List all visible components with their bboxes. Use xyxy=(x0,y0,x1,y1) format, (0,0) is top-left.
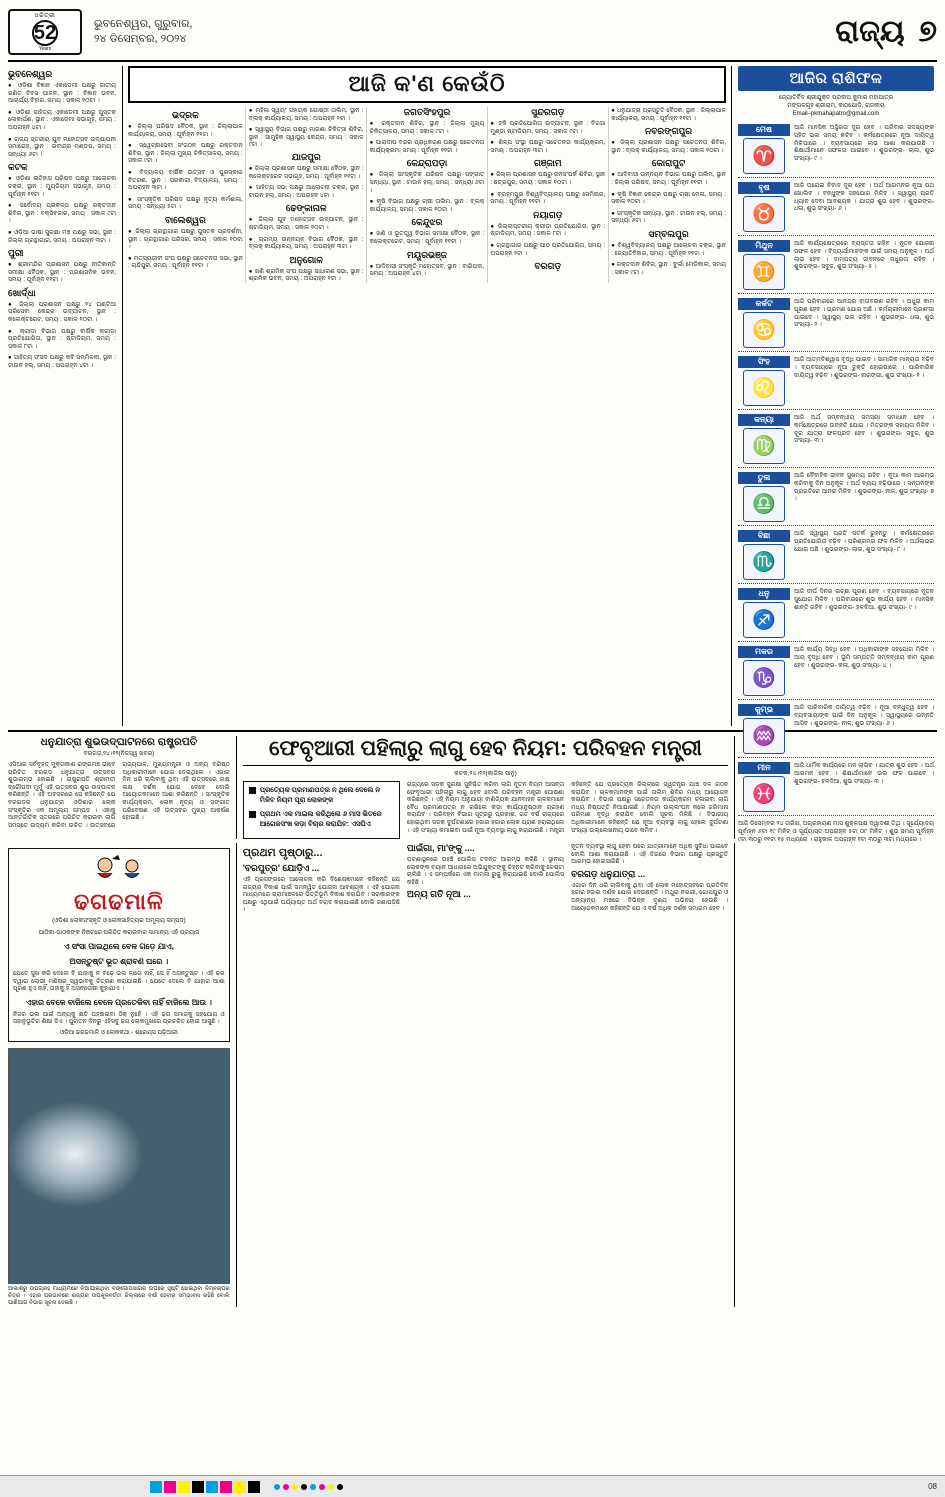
event-item: ● ଜିଲ୍ଲା ଗ୍ରନ୍ଥାଗାର ପକ୍ଷରୁ ପୁସ୍ତକ ପ୍ରଦର୍ଶନୀ, ସ୍ଥାନ : ଗ୍ରନ୍ଥାଗାର ପରିସର, ସମୟ : ସକାଳ ୧୦ଟା । xyxy=(128,227,243,251)
zodiac-9-icon: ♐ xyxy=(743,602,785,638)
registration-dot xyxy=(310,1484,316,1490)
bullet-square-icon xyxy=(249,787,256,794)
folklore-proverb-1b: ଅସନ୍ତୁଷ୍ଟ ଭୂତ ଶ୍ରାବଣ ଘରେ । xyxy=(69,957,169,966)
zodiac-11-icon: ♒ xyxy=(743,718,785,754)
left-events-column xyxy=(8,66,116,726)
event-item: ● ହକି ପ୍ରତିଯୋଗିତା ଉଦ୍‌ଘାଟନ, ସ୍ଥାନ : ବିରସା ମୁଣ୍ଡା ଷ୍ଟାଡିୟମ, ସମୟ : ସକାଳ ୯ଟା । xyxy=(490,120,606,135)
print-registration-bar xyxy=(0,1475,945,1497)
bullet-item xyxy=(249,810,394,830)
event-item: ● ଓଡ଼ିଶା ଇତିହାସ ପରିଷଦ ପକ୍ଷରୁ ଆଲୋଚନା ଚକ୍ର, ସ୍ଥାନ : ମ୍ୟୁଜିୟମ ସଭାଗୃହ, ସମୟ : ପୂର୍ବାହ୍ନ ୧୧ଟା । xyxy=(8,175,116,198)
event-item: ● ଜିଲ୍ଲା ପ୍ରଶାସନ ପକ୍ଷରୁ ୨୪ ଘଣ୍ଟିଆ ପରିସେବା କେନ୍ଦ୍ର ଉଦ୍‌ଘାଟନ, ସ୍ଥାନ : କଲେକ୍ଟରେଟ, ସମୟ : ସକାଳ ୧୦ଟା । xyxy=(8,300,116,324)
event-item: ● ଜିଲ୍ଲା ପରିଷଦ ବୈଠକ, ସ୍ଥାନ : ଜିଲ୍ଲାପାଳ କାର୍ଯ୍ୟାଳୟ, ସମୟ : ପୂର୍ବାହ୍ନ ୧୧ଟା । xyxy=(128,123,243,138)
city-heading: ସମ୍ବଲପୁର xyxy=(648,228,689,239)
sub-story-heading: ବରଗଡ଼ ଧନୁଯାତ୍ରା ... xyxy=(571,868,646,879)
city-event-list xyxy=(611,139,726,154)
zodiac-12-icon: ♓ xyxy=(743,776,785,812)
event-item: ● ଖଣି ଓ ଭୂତତ୍ତ୍ୱ ବିଭାଗ ସମୀକ୍ଷା ବୈଠକ, ସ୍ଥାନ : କଲେକ୍ଟରେଟ, ସମୟ : ପୂର୍ବାହ୍ନ ୧୧ଟା । xyxy=(369,230,485,245)
event-item: ● କ୍ରୀଡ଼ା ବିଭାଗ ପକ୍ଷରୁ ବାର୍ଷିକ କ୍ରୀଡ଼ା ପ୍ରତିଯୋଗିତା, ସ୍ଥାନ : ଷ୍ଟାଡିୟମ, ସମୟ : ସକାଳ ୮ଟା । xyxy=(8,327,116,350)
folklore-proverb-2: ଏହାର ବେଳେ ବାଜିଲେ ବେଳେ ପ୍ରତେକିବା ନାହିଁ ବାଜିଲେ ଆଉ । xyxy=(25,997,212,1007)
registration-dot xyxy=(274,1484,280,1490)
horoscope-sign-text: ଆଜି ମାନସିକ ଅସ୍ଥିରତା ଦୂର ହେବ । ପରିବାର ସଦସ୍ୟଙ୍କ ସହିତ ଭଲ ସମୟ କଟିବ । କର୍ମକ୍ଷେତ୍ରରେ ନୂଆ ଦାୟିତ୍ୱ ମିଳିପାରେ । ବ୍ୟବସାୟରେ ଲାଭ ଆଶା କରାଯାଉଛି । ଶିକ୍ଷାର୍ଥୀମାନେ ସଫଳତା ପାଇବେ । ଶୁଭରଙ୍ଗ- ଲାଲ, ଶୁଭ ସଂଖ୍ୟା- ୯ । xyxy=(794,124,934,163)
zodiac-7-icon: ♎ xyxy=(743,486,785,522)
registration-dot xyxy=(301,1484,307,1490)
horoscope-email: Email–pkmahapatro@gmail.com xyxy=(792,111,880,117)
horoscope-sign-row xyxy=(738,410,934,468)
horoscope-sign-text: ଆଜି ଆତ୍ମବିଶ୍ୱାସ ବୃଦ୍ଧି ପାଇବ । ସାମାଜିକ ମାନ୍ୟତା ବଢ଼ିବ । ବ୍ୟବସାୟରେ ନୂଆ ଚୁକ୍ତି ହୋଇପାରେ । ପାରିବାରିକ ଦାୟିତ୍ୱ ବଢ଼ିବ । ଶୁଭରଙ୍ଗ- ନାରଙ୍ଗୀ, ଶୁଭ ସଂଖ୍ୟା- ୧ । xyxy=(794,356,934,379)
sub-story-heading: ଅନ୍ୟ ଗତି ନୂଆ ... xyxy=(406,889,471,900)
city-heading: ଢେଙ୍କାନାଳ xyxy=(285,203,327,214)
zodiac-3-icon: ♊ xyxy=(743,254,785,290)
color-swatch xyxy=(234,1481,246,1493)
registration-dot xyxy=(328,1484,334,1490)
city-event-list xyxy=(8,175,116,244)
city-heading: ଅନୁଗୋଳ xyxy=(289,254,323,265)
zodiac-5-icon: ♌ xyxy=(743,370,785,406)
registration-dots xyxy=(274,1484,343,1490)
horoscope-sign-row xyxy=(738,294,934,352)
footer-page-label: 08 xyxy=(928,1482,937,1491)
main-story-bullets xyxy=(243,781,400,839)
city-heading: ବରଗଡ଼ xyxy=(534,261,562,272)
zodiac-8-icon: ♏ xyxy=(743,544,785,580)
city-event-list xyxy=(249,268,364,283)
event-item: ● ସାହିତ୍ୟ ସଭା ପକ୍ଷରୁ ଆଲୋଚନା ଚକ୍ର, ସ୍ଥାନ : ଟାଉନ ହଲ୍, ସମୟ : ଅପରାହ୍ନ ୪ଟା । xyxy=(248,184,364,199)
sub-story-body: ଏହି ପ୍ରସଙ୍ଗରେ ଆଲୋଚନା କରି ବିଶେଷଜ୍ଞମାନେ କହିଛନ୍ତି ଯେ ରାଜ୍ୟର ବିକାଶ ପାଇଁ ସମନ୍ୱିତ ଯୋଜନା ଆବଶ୍ୟକ । ଏହି ଯୋଜନା ମାଧ୍ୟମରେ ଗ୍ରାମାଞ୍ଚଳରେ ଭିତ୍ତିଭୂମି ବିକାଶ କରାଯିବ । ସରକାରଙ୍କ ପକ୍ଷରୁ ଏଥିପାଇଁ ପର୍ଯ୍ୟାପ୍ତ ଅର୍ଥ ବରାଦ କରାଯାଇଛି ବୋଲି ଜଣାପଡ଼ିଛି । xyxy=(242,876,400,914)
event-item: ● ସାଂସ୍କୃତିକ ପରିଷଦ ପକ୍ଷରୁ ନୃତ୍ୟ କର୍ମଶାଳା, ସମୟ : ସନ୍ଧ୍ୟା ୫ଟା । xyxy=(128,195,243,211)
sub-story-body: ନୂତନ ବ୍ୟବସ୍ଥା ଲାଗୁ ହେବା ପରେ ଯାତ୍ରୀମାନେ ଅଧିକ ସୁବିଧା ପାଇବେ ବୋଲି ଆଶା କରାଯାଉଛି । ଏହି ଦିଗରେ ବିଭାଗ ପକ୍ଷରୁ ପ୍ରସ୍ତୁତି ଆରମ୍ଭ ହୋଇସାରିଛି । xyxy=(571,843,729,866)
horoscope-sign-row xyxy=(738,120,934,178)
folklore-body-1: ଯେତେ ସୁଖ କରି ଦେଲେ ବି ଯାହାକୁ ନ ବଢ଼େ ଭଲ ଲାଗେ ନାହିଁ, ସେ ହିଁ ଅସନ୍ତୁଷ୍ଟ । ଏହି ଢଗ ଦ୍ୱାରା ଲୋଭୀ ମଣିଷର ସ୍ୱଭାବକୁ ଚିତ୍ରଣ କରାଯାଇଛି । ଯେତେ ଦେଲେ ବି ଯାହାର ଆଶା ପୂରଣ ହୁଏ ନାହିଁ, ତାହାକୁ ହିଁ ଅସନ୍ତୋଷୀ କୁହାଯାଏ । xyxy=(13,970,225,993)
city-heading: ଖୋର୍ଦ୍ଧା xyxy=(8,287,36,298)
horoscope-sign-icon-wrap xyxy=(738,530,790,580)
city-heading: ବାଲେଶ୍ୱର xyxy=(164,214,206,225)
city-event-list xyxy=(490,223,605,257)
horoscope-sign-row xyxy=(738,584,934,642)
city-event-list xyxy=(249,165,364,199)
horoscope-title: ଆଜିର ରାଶିଫଳ xyxy=(738,66,934,91)
registration-dot xyxy=(283,1484,289,1490)
lead-stories-strip xyxy=(8,730,937,839)
main-story xyxy=(236,736,735,839)
horoscope-sign-icon-wrap xyxy=(738,298,790,348)
section-heading: ପ୍ରଥମ ପୃଷ୍ଠାରୁ... xyxy=(242,847,323,859)
horoscope-sign-name: ମୀନ xyxy=(738,762,790,774)
horoscope-sign-icon-wrap xyxy=(738,182,790,232)
event-item: ● ଓଡ଼ିଶା ସାହିତ୍ୟ ଏକାଡେମୀ ପକ୍ଷରୁ ପୁସ୍ତକ ଲୋକାର୍ପଣ, ସ୍ଥାନ : ଏକାଡେମୀ ସଭାଗୃହ, ସମୟ : ଅପରାହ୍ନ ୪ଟା । xyxy=(8,108,116,131)
horoscope-sign-text: ଆଜି ଅର୍ଥ ସମ୍ବନ୍ଧୀୟ ସମସ୍ୟା ସମାଧାନ ହେବ । କର୍ମକ୍ଷେତ୍ରରେ ଉନ୍ନତି ଯୋଗ । ମିତ୍ରଙ୍କ ସହାୟତା ମିଳିବ । ଦୂର ଯାତ୍ରା ଫଳପ୍ରଦ ହେବ । ଶୁଭରଙ୍ଗ- ସବୁଜ, ଶୁଭ ସଂଖ୍ୟା- ୩ । xyxy=(794,414,934,445)
center-city-list xyxy=(128,107,726,283)
city-event-list xyxy=(8,261,116,284)
event-item: ● ସ୍ୱେଚ୍ଛାସେବୀ ସଂଗଠନ ପକ୍ଷରୁ ରକ୍ତଦାନ ଶିବିର, ସ୍ଥାନ : ଜିଲ୍ଲା ମୁଖ୍ୟ ଚିକିତ୍ସାଳୟ, ସମୟ : ସକାଳ ୯ଟା । xyxy=(128,142,243,165)
horoscope-sign-name: କର୍କଟ xyxy=(738,298,790,310)
left-city-list xyxy=(8,69,116,370)
city-heading: ଭଦ୍ରକ xyxy=(172,110,199,120)
city-heading: କଟକ xyxy=(8,162,28,173)
horoscope-sign-name: ମକର xyxy=(738,646,790,658)
horoscope-sign-icon-wrap xyxy=(738,356,790,406)
registration-dot xyxy=(319,1484,325,1490)
publication-logo xyxy=(8,9,82,55)
city-event-list xyxy=(8,82,116,158)
horoscope-sign-name: ସିଂହ xyxy=(738,356,790,368)
horoscope-sign-row xyxy=(738,468,934,526)
horoscope-sign-name: ମିଥୁନ xyxy=(738,240,790,252)
bullet-text: ପ୍ରତ୍ୟେକ ପ୍ରମାଣପତ୍ର ନ ଥିଲେ ଦେଲେ ନ ମିଳିବ ନିୟମ ପୂରା ଲୋକଙ୍କ xyxy=(259,787,381,804)
color-swatch xyxy=(220,1481,232,1493)
city-heading: କୋରାପୁଟ xyxy=(651,158,686,169)
folklore-ad-line: ପାଠିକା-ପାଠକଙ୍କ ନିକଟରେ ପରିଚିତ କରାଇବାର ସାମାନ୍ୟ ଏହି ପ୍ରୟାସ xyxy=(38,930,200,936)
horoscope-sign-text: ଆଜି ଦୀର୍ଘ ଦିନର ଇଚ୍ଛା ପୂରଣ ହେବ । ବ୍ୟବସାୟରେ ନୂତନ ସୁଯୋଗ ମିଳିବ । ପରିବାରରେ ଶୁଭ କାର୍ଯ୍ୟ ହେବ । ମାନସିକ ଶାନ୍ତି ରହିବ । ଶୁଭରଙ୍ଗ- ହଳଦିଆ, ଶୁଭ ସଂଖ୍ୟା- ୯ । xyxy=(794,588,934,611)
main-story-columns xyxy=(243,781,728,839)
main-story-dateline: କଟକ,୨୪।୧୨(କାଜିଲ ସାନୁ) xyxy=(454,770,517,777)
ad-and-photo-column xyxy=(8,843,230,1307)
horoscope-sign-row xyxy=(738,236,934,294)
section-title: ରାଜ୍ୟ xyxy=(835,15,905,48)
city-event-list xyxy=(128,123,243,211)
zodiac-1-icon: ♈ xyxy=(743,138,785,174)
logo-anniversary-number: 52 xyxy=(33,21,57,44)
horoscope-credit xyxy=(738,94,934,118)
photo-caption: ଆକାଶରୁ ଉପଗ୍ରହ ମାଧ୍ୟମରେ ନିଆଯାଇଥିବା ବଙ୍ଗୋପସାଗର ଉପରେ ସୃଷ୍ଟି ହୋଇଥିବା ନିମ୍ନଚାପର ଚିତ୍ର । ଏହାର ପ୍ରଭାବରେ ରାଜ୍ୟର ଉପକୂଳବର୍ତ୍ତୀ ଜିଲ୍ଲାରେ ବର୍ଷା ହେବାର ସମ୍ଭାବନା ରହିଛି ବୋଲି ପାଣିପାଗ ବିଭାଗ ସୂଚନା ଦେଇଛି । xyxy=(8,1285,230,1306)
event-item: ● ବ୍ରହ୍ମପୁର ବିଶ୍ୱବିଦ୍ୟାଳୟ ପକ୍ଷରୁ ସେମିନାର, ସମୟ : ପୂର୍ବାହ୍ନ ୧୧ଟା । xyxy=(490,190,606,206)
masthead-dateline xyxy=(94,17,192,47)
folklore-ad-box xyxy=(8,848,230,1042)
folklore-body-2: ନିଜର ଭଲ ପାଇଁ ଅନ୍ୟକୁ କ୍ଷତି ପହଞ୍ଚାଇବା ଠିକ୍ ନୁହେଁ । ଏହି ଢଗ ସମାଜକୁ ସହଯୋଗ ଓ ସହାନୁଭୂତିର ଶିକ୍ଷା ଦିଏ । ପୁରାତନ ଦିନରୁ ଏହିସବୁ ଢଗ ଲୋକମୁଖରେ ପ୍ରଚଳିତ ହୋଇ ଆସୁଛି । xyxy=(13,1010,225,1026)
event-item: ● ଖଣି ଶ୍ରମିକ ସଂଘ ପକ୍ଷରୁ ସାଧାରଣ ସଭା, ସ୍ଥାନ : ଶ୍ରମିକ ଭବନ, ସମୟ : ଅପରାହ୍ନ ୧ଟା । xyxy=(248,267,364,283)
folklore-ad-title: ଢଗଢମାଳି xyxy=(74,889,164,914)
event-item: ● ସର୍ବୋଦୟ ପ୍ରକଳ୍ପ ପକ୍ଷରୁ ରକ୍ତଦାନ ଶିବିର, ସ୍ଥାନ : ବକ୍ସିବଜାର, ସମୟ : ସକାଳ ୯ଟା । xyxy=(8,202,116,225)
registration-dot xyxy=(292,1484,298,1490)
event-item: ● ପାରାଦୀପ ବନ୍ଦର ପ୍ରାଧିକରଣ ପକ୍ଷରୁ ସଚେତନତା କାର୍ଯ୍ୟକ୍ରମ, ସମୟ : ପୂର୍ବାହ୍ନ ୧୧ଟା । xyxy=(369,139,485,154)
bullet-text: ପ୍ରଥମ ଏକ ମାଇଲ କରିଥିଲେ ୬ ମାସ ଭିତରେ ଆଗେକସଂଖ କଡ଼ା ବିଚାର କରାଯିବ: ଏସପିଏ xyxy=(259,811,382,828)
horoscope-sign-icon-wrap xyxy=(738,414,790,464)
masthead-right xyxy=(835,15,937,49)
lead-left-story xyxy=(8,736,230,839)
city-heading: ଗଞ୍ଜାମ xyxy=(534,158,562,169)
masthead-place: ଭୁବନେଶ୍ୱର, ଗୁରୁବାର, xyxy=(94,18,193,30)
event-item: ● ଜିଲ୍ଲା ସାଂସ୍କୃତିକ ପରିଷଦ ପକ୍ଷରୁ ସଙ୍ଗୀତ ସନ୍ଧ୍ୟା, ସ୍ଥାନ : ଟାଉନ ହଲ୍, ସମୟ : ସନ୍ଧ୍ୟା ୬ଟା । xyxy=(369,171,485,194)
event-item: ● ଶିଳ୍ପ ସଂସ୍ଥା ପକ୍ଷରୁ ସଚେତନତା କାର୍ଯ୍ୟକ୍ରମ, ସମୟ : ଅପରାହ୍ନ ୩ଟା । xyxy=(490,139,606,154)
sub-story-body: ଏଗାର ଦିନ ଧରି ଚାଲିବାକୁ ଥିବା ଏହି ଲୋକ ମହୋତ୍ସବରେ ପ୍ରତିଦିନ ହଜାର ହଜାର ଦର୍ଶକ ଯୋଗ ଦେଉଛନ୍ତି । ମଥୁରା ନଗରୀ, ଗୋପପୁର ଓ ଅନ୍ୟାନ୍ୟ ମଞ୍ଚରେ ବିଭିନ୍ନ ଦୃଶ୍ୟ ଅଭିନୟ ହେଉଛି । ଆୟୋଜକମାନେ କହିଛନ୍ତି ଯେ ଏ ବର୍ଷ ଅଧିକ ଦର୍ଶକ ସମାଗମ ହେବ । xyxy=(571,881,729,912)
horoscope-footer-note: ଆଜି ଡିସେମ୍ବର ୨୪ ତାରିଖ, ଅଗ୍ରହାୟଣ ମାସ ଶୁକ୍ଳପକ୍ଷ ଦ୍ୱାଦଶୀ ତିଥି । ସୂର୍ଯ୍ୟୋଦୟ ପୂର୍ବାହ୍ନ ୬ଟା ୧୯ ମିନିଟ୍ ଓ ସୂର୍ଯ୍ୟାସ୍ତ ଅପରାହ୍ନ ୫ଟା ୦୮ ମିନିଟ୍ । ଶୁଭ ସମୟ ପୂର୍ବାହ୍ନ ୯ଟା ୩୦ରୁ ୧୧ଟା ୧୫ ମଧ୍ୟରେ । ରାହୁକାଳ ଅପରାହ୍ନ ୧ଟା ୩୦ରୁ ୩ଟା ମଧ୍ୟରେ । xyxy=(738,820,934,843)
horoscope-astrologer: ଜ୍ୟୋତିର୍ବିଦ ଶ୍ରୀଯୁକ୍ତ ପ୍ରଦୀପ କୁମାର ମହାପାତ୍ର xyxy=(778,95,894,101)
city-event-list xyxy=(490,120,605,154)
zodiac-4-icon: ♋ xyxy=(743,312,785,348)
horoscope-sign-icon-wrap xyxy=(738,124,790,174)
main-story-body: ରାଜ୍ୟରେ ସଡ଼କ ସୁରକ୍ଷା ସୁନିଶ୍ଚିତ କରିବା ଲାଗି ନୂତନ ନିୟମ ଆସନ୍ତା ଫେବୃଆରୀ ପହିଲାରୁ ଲାଗୁ ହେବ ବୋଲି ପରିବହନ ମନ୍ତ୍ରୀ ଘୋଷଣା କରିଛନ୍ତି । ଏହି ନିୟମ ଅନୁଯାୟୀ ବାଣିଜ୍ୟିକ ଯାନବାହନ ଚାଳକମାନେ ବୈଧ ପ୍ରମାଣପତ୍ର ନ ରଖିଲେ କଡ଼ା କାର୍ଯ୍ୟାନୁଷ୍ଠାନ ଗ୍ରହଣ କରାଯିବ । ପରିବହନ ବିଭାଗ ସୂତ୍ରରୁ ପ୍ରକାଶ, ଗତ ବର୍ଷ ରାଜ୍ୟରେ ହୋଇଥିବା ସଡ଼କ ଦୁର୍ଘଟଣାରେ ହଜାର ହଜାର ଲୋକ ପ୍ରାଣ ହରାଇଥିଲେ । ଏହି ସଂଖ୍ୟା କମାଇବା ପାଇଁ ନୂଆ ବ୍ୟବସ୍ଥା ଲାଗୁ କରାଯାଉଛି । ମନ୍ତ୍ରୀ କହିଛନ୍ତି ଯେ ପ୍ରତ୍ୟେକ ଜିଲ୍ଲାରେ ସ୍ୱତନ୍ତ୍ର ଯାଞ୍ଚ ଦଳ ଗଠନ କରାଯିବ । ଚାଳକମାନଙ୍କ ପାଇଁ ତାଲିମ ଶିବିର ମଧ୍ୟ ଆୟୋଜନ କରାଯିବ । ବିଭାଗ ପକ୍ଷରୁ ସଚେତନତା କାର୍ଯ୍ୟକ୍ରମ ଚଳାଇବା ଲାଗି ମଧ୍ୟ ନିଷ୍ପତ୍ତି ନିଆଯାଇଛି । ନିୟମ ଉଲ୍ଲଂଘନ କଲେ ଜରିମାନା ପରିମାଣ ବୃଦ୍ଧି କରାଯିବ ବୋଲି ସୂଚନା ମିଳିଛି । ବିଭାଗୀୟ ଅଧିକାରୀମାନେ କହିଛନ୍ତି ଯେ ନୂଆ ବ୍ୟବସ୍ଥା ଲାଗୁ ହେଲେ ଦୁର୍ଘଟଣା ସଂଖ୍ୟା ଉଲ୍ଲେଖନୀୟ ଭାବେ କମିବ । xyxy=(406,781,729,834)
city-event-list xyxy=(611,171,726,225)
zodiac-10-icon: ♑ xyxy=(743,660,785,696)
horoscope-sign-icon-wrap xyxy=(738,240,790,290)
horoscope-sign-text: ଆଜି ଘରୋଇ ବିବାଦ ଦୂର ହେବ । ଅର୍ଥ ଆଗମନର ନୂଆ ପଥ ଖୋଲିବ । ବନ୍ଧୁଙ୍କ ସହଯୋଗ ମିଳିବ । ସ୍ୱାସ୍ଥ୍ୟ ପ୍ରତି ଧ୍ୟାନ ଦେବା ଆବଶ୍ୟକ । ଯାତ୍ରା ଶୁଭ ହେବ । ଶୁଭରଙ୍ଗ- ଧଳା, ଶୁଭ ସଂଖ୍ୟା- ୬ । xyxy=(794,182,934,213)
zodiac-6-icon: ♍ xyxy=(743,428,785,464)
horoscope-continued-spacer xyxy=(741,736,937,839)
masthead xyxy=(8,6,937,62)
lead-left-headline: ଧନୁଯାତ୍ରା ଶୁଭଉଦ୍‌ଘାଟନରେ ରାଷ୍ଟ୍ରପତି xyxy=(40,736,198,748)
city-heading: କେନ୍ଦ୍ରାପଡ଼ା xyxy=(406,158,448,169)
city-event-list xyxy=(370,230,485,245)
city-heading: କେନ୍ଦୁଝର xyxy=(411,217,443,228)
satellite-photo xyxy=(8,1048,230,1284)
horoscope-sign-icon-wrap xyxy=(738,588,790,638)
color-swatches xyxy=(150,1481,260,1493)
horoscope-sign-text: ଆଜି ପାରିବାରିକ ଦାୟିତ୍ୱ ବଢ଼ିବ । ନୂଆ ବନ୍ଧୁତ୍ୱ ହେବ । ବ୍ୟବସାୟୀଙ୍କ ପାଇଁ ଦିନ ଅନୁକୂଳ । ସ୍ୱାସ୍ଥ୍ୟରେ ଉନ୍ନତି ଆସିବ । ଶୁଭରଙ୍ଗ- ନୀଳ, ଶୁଭ ସଂଖ୍ୟା- ୬ । xyxy=(794,704,934,727)
city-heading: ନବରଙ୍ଗପୁର xyxy=(645,126,693,137)
lead-left-body: ଏସିଆର ସର୍ବବୃହତ୍ ମୁକ୍ତାକାଶ ରଙ୍ଗମଞ୍ଚ ଭାବେ ପରିଚିତ ବରଗଡ଼ ଧନୁଯାତ୍ରା ଉତ୍ସବର ଶୁଭାରମ୍ଭ ହୋଇଛି । ରାଷ୍ଟ୍ରପତି ଶ୍ରୀମତୀ ଦ୍ରୌପଦୀ ମୁର୍ମୁ ଏହି ଉତ୍ସବର ଶୁଭ ଉଦ୍‌ଘାଟନ କରିଛନ୍ତି । ଏହି ଅବସରରେ ସେ କହିଛନ୍ତି ଯେ ବରଗଡ଼ର ଧନୁଯାତ୍ରା ଓଡ଼ିଶାର ଲୋକ ସଂସ୍କୃତିର ଏକ ଅମୂଲ୍ୟ ସମ୍ପଦ । ଏହାକୁ ଆନ୍ତର୍ଜାତିକ ସ୍ତରରେ ପରିଚିତ କରାଇବା ଲାଗି ସମସ୍ତେ ଉଦ୍ୟମ କରିବା ଉଚିତ । ଉତ୍ସବରେ ରାଜ୍ୟପାଳ, ମୁଖ୍ୟମନ୍ତ୍ରୀ ଓ ଅନ୍ୟ ବରିଷ୍ଠ ଅଧିକାରୀମାନେ ଯୋଗ ଦେଇଥିଲେ । ଏଗାର ଦିନ ଧରି ଚାଲିବାକୁ ଥିବା ଏହି ଉତ୍ସବରେ ଲକ୍ଷ ଲକ୍ଷ ଦର୍ଶକ ଯୋଗ ଦେବେ ବୋଲି ଆୟୋଜକମାନେ ଆଶା କରିଛନ୍ତି । ସାଂସ୍କୃତିକ କାର୍ଯ୍ୟକ୍ରମ, ଲୋକ ନୃତ୍ୟ ଓ ସଙ୍ଗୀତ ପରିବେଷଣ ଏହି ଉତ୍ସବର ମୁଖ୍ୟ ଆକର୍ଷଣ ହୋଇଛି । xyxy=(8,761,230,829)
color-swatch xyxy=(206,1481,218,1493)
event-item: ● ରାଜ୍ୟ ସ୍ତରୀୟ ଯୁବ ମହୋତ୍ସବ ଉଦ୍‌ଯାପନୀ ସମାରୋହ, ସ୍ଥାନ : ରବୀନ୍ଦ୍ର ମଣ୍ଡପ, ସମୟ : ସନ୍ଧ୍ୟା ୬ଟା । xyxy=(8,135,116,158)
horoscope-sign-text: ଆଜି ଧାର୍ମିକ କାର୍ଯ୍ୟରେ ମନ ଲାଗିବ । ଯାତ୍ରା ଶୁଭ ହେବ । ଅର୍ଥ ଆଗମନ ହେବ । ଶିକ୍ଷାର୍ଥୀମାନେ ଭଲ ଫଳ ପାଇବେ । ଶୁଭରଙ୍ଗ- ହଳଦିଆ, ଶୁଭ ସଂଖ୍ୟା- ୩ । xyxy=(794,762,934,785)
city-event-list xyxy=(370,171,485,213)
folklore-proverb-1a: ଏ ସଂସା ପାଇଥିଲେ ବେଳ ଗଡ଼େ ଯାଏ, xyxy=(63,942,174,951)
events-center-block xyxy=(122,66,732,726)
event-item: ● କୃଷି ବିଭାଗ ପକ୍ଷରୁ ଚାଷୀ ତାଲିମ, ସ୍ଥାନ : ବ୍ଲକ୍ କାର୍ଯ୍ୟାଳୟ, ସମୟ : ସକାଳ ୧୦ଟା । xyxy=(369,198,485,213)
event-item: ● ସ୍ୱାସ୍ଥ୍ୟ ବିଭାଗ ପକ୍ଷରୁ ମାଗଣା ଚିକିତ୍ସା ଶିବିର, ସ୍ଥାନ : ସାମୁହିକ ସ୍ୱାସ୍ଥ୍ୟ କେନ୍ଦ୍ର, ସମୟ : ସକାଳ ୯ଟା । xyxy=(248,126,364,149)
horoscope-signs xyxy=(738,120,934,816)
today-events-banner: ଆଜି କ'ଣ କେଉଁଠି xyxy=(128,66,726,103)
horoscope-sign-icon-wrap xyxy=(738,646,790,696)
city-heading: ଭୁବନେଶ୍ୱର xyxy=(8,69,53,79)
event-item: ● ଓଡ଼ିଆ ଭାଷା ସୁରକ୍ଷା ମଞ୍ଚ ପକ୍ଷରୁ ସଭା, ସ୍ଥାନ : ଜିଲ୍ଲା ଗ୍ରନ୍ଥାଗାର, ସମୟ : ଅପରାହ୍ନ ୩ଟା । xyxy=(8,228,116,244)
color-swatch xyxy=(248,1481,260,1493)
horoscope-column xyxy=(738,66,934,843)
event-item: ● ଶ୍ରୀମନ୍ଦିର ପ୍ରଶାସନ ପକ୍ଷରୁ ନୀତିକାନ୍ତି ସମୀକ୍ଷା ବୈଠକ, ସ୍ଥାନ : ପ୍ରଶାସନିକ ଭବନ, ସମୟ : ପୂର୍ବାହ୍ନ ୧୧ଟା । xyxy=(8,261,116,284)
city-heading: ଯାଜପୁର xyxy=(291,151,321,162)
horoscope-sign-text: ଆଜି ସ୍ୱାସ୍ଥ୍ୟ ପ୍ରତି ସତର୍କ ରୁହନ୍ତୁ । କର୍ମକ୍ଷେତ୍ରରେ ପ୍ରତିଯୋଗିତା ବଢ଼ିବ । ପରିଶ୍ରମର ଫଳ ମିଳିବ । ଅର୍ଥଲାଭର ଯୋଗ ଅଛି । ଶୁଭରଙ୍ଗ- ଲାଲ, ଶୁଭ ସଂଖ୍ୟା- ୮ । xyxy=(794,530,934,553)
folklore-credit: ଓଡ଼ିଆ ଢଗଢମାଳି ଓ ଲୋକକଥା - ଶ୍ରେୟସ ପଢ଼ିଆରୀ xyxy=(59,1029,178,1036)
event-item: ● ଜିଲ୍ଲାସ୍ତରୀୟ କ୍ରୀଡ଼ା ପ୍ରତିଯୋଗିତା, ସ୍ଥାନ : ଷ୍ଟାଡିୟମ, ସମୟ : ସକାଳ ୮ଟା । xyxy=(490,222,606,238)
city-event-list xyxy=(611,107,726,122)
city-heading: ଜଗତସିଂହପୁର xyxy=(403,107,451,117)
event-item: ● ଆଦିବାସୀ ଉନ୍ନୟନ ବିଭାଗ ପକ୍ଷରୁ ତାଲିମ, ସ୍ଥାନ : ଜିଲ୍ଲା ପରିଷଦ, ସମୟ : ପୂର୍ବାହ୍ନ ୧୧ଟା । xyxy=(611,171,726,186)
masthead-date: ୨୪ ଡିସେମ୍ବର, ୨୦୨୪ xyxy=(94,33,187,45)
horoscope-address: ମଙ୍ଗଳଗୃହ ଶ୍ରୀରାମ, କାଠଯୋଡ଼ି, ରାଜକୀୟ xyxy=(787,103,885,109)
event-item: ● ଜିଲ୍ଲା ପ୍ରଶାସନ ପକ୍ଷରୁ ସମୀକ୍ଷା ବୈଠକ, ସ୍ଥାନ : କଲେକ୍ଟରେଟ ସଭାଗୃହ, ସମୟ : ପୂର୍ବାହ୍ନ ୧୧ଟା । xyxy=(248,164,364,180)
city-event-list xyxy=(8,301,116,370)
event-item: ● ସାଂସ୍କୃତିକ ସନ୍ଧ୍ୟା, ସ୍ଥାନ : ଟାଉନ ହଲ୍, ସମୟ : ସନ୍ଧ୍ୟା ୬ଟା । xyxy=(611,209,726,225)
city-heading: ପୁରୀ xyxy=(8,248,24,259)
city-heading: ନୟାଗଡ଼ xyxy=(533,209,563,220)
horoscope-sign-name: ବୃଷ xyxy=(738,182,790,194)
horoscope-sign-text: ଆଜି କାର୍ଯ୍ୟକ୍ଷେତ୍ରରେ ବ୍ୟସ୍ତତା ରହିବ । ନୂତନ ଯୋଜନା ସଫଳ ହେବ । ବିଦ୍ୟାର୍ଥୀମାନଙ୍କ ପାଇଁ ସମୟ ଅନୁକୂଳ । ଅର୍ଥ ଲାଭ ହେବ । ଦାମ୍ପତ୍ୟ ଜୀବନରେ ମଧୁରତା ରହିବ । ଶୁଭରଙ୍ଗ- ସବୁଜ, ଶୁଭ ସଂଖ୍ୟା- ୫ । xyxy=(794,240,934,271)
registration-dot xyxy=(337,1484,343,1490)
logo-years-label: Years xyxy=(38,45,52,52)
horoscope-sign-text: ଆଜି ପରିବାରରେ ଆନନ୍ଦର ବାତାବରଣ ରହିବ । ଅଧୁରା କାମ ପୂରଣ ହେବ । ଭ୍ରମଣ ଯୋଗ ଅଛି । କର୍ମଚାରୀମାନେ ପ୍ରଶଂସା ପାଇବେ । ସ୍ୱାସ୍ଥ୍ୟ ଭଲ ରହିବ । ଶୁଭରଙ୍ଗ- ଧଳା, ଶୁଭ ସଂଖ୍ୟା- ୨ । xyxy=(794,298,934,329)
color-swatch xyxy=(150,1481,162,1493)
city-heading: ମୟୂରଭଞ୍ଜ xyxy=(407,249,447,260)
color-swatch xyxy=(178,1481,190,1493)
event-item: ● ସାହିତ୍ୟ ସଂସଦ ପକ୍ଷରୁ କବି ସମ୍ମିଳନୀ, ସ୍ଥାନ : ଟାଉନ ହଲ୍, ସମୟ : ଅପରାହ୍ନ ୪ଟା । xyxy=(8,354,116,370)
horoscope-sign-row xyxy=(738,642,934,700)
event-item: ● ଜିଲ୍ଲା ପ୍ରଶାସନ ପକ୍ଷରୁ ସଚେତନତା ଶିବିର, ସ୍ଥାନ : ବ୍ଲକ୍ କାର୍ଯ୍ୟାଳୟ, ସମୟ : ସକାଳ ୧୦ଟା । xyxy=(611,139,726,154)
event-item: ● ଧନୁଯାତ୍ରା ପ୍ରସ୍ତୁତି ବୈଠକ, ସ୍ଥାନ : ଜିଲ୍ଲାପାଳ କାର୍ଯ୍ୟାଳୟ, ସମୟ : ପୂର୍ବାହ୍ନ ୧୧ଟା । xyxy=(611,107,726,122)
event-item: ● ମତ୍ସ୍ୟଜୀବୀ ସଂଘ ପକ୍ଷରୁ ସଚେତନତା ସଭା, ସ୍ଥାନ : ଚାନ୍ଦିପୁର, ସମୟ : ପୂର୍ବାହ୍ନ ୧୧ଟା । xyxy=(128,254,243,270)
event-item: ● ରକ୍ତଦାନ ଶିବିର, ସ୍ଥାନ : ବୁର୍ଲା ମେଡିକାଲ, ସମୟ : ସକାଳ ୯ଟା । xyxy=(611,261,726,276)
city-event-list xyxy=(249,216,364,250)
folklore-ad-subtitle: (ଓଡ଼ିଶା ଲୋକସଂସ୍କୃତି ଓ ଲୋକସାହିତ୍ୟର ଅମୂଲ୍ୟ ସମ୍ପଦ) xyxy=(52,918,186,924)
horoscope-sign-name: କୁମ୍ଭ xyxy=(738,704,790,716)
sub-story-body: ଘଟଣାସ୍ଥଳରେ ପହଞ୍ଚି ପୋଲିସ ତଦନ୍ତ ଆରମ୍ଭ କରିଛି । ସ୍ଥାନୀୟ ଲୋକଙ୍କ ବୟାନ ଆଧାରରେ ଅଭିଯୁକ୍ତଙ୍କୁ ଚିହ୍ନଟ କରିବାକୁ ଚେଷ୍ଟା ଚାଲିଛି । ଏ ସମ୍ପର୍କରେ ଏକ ମାମଲା ରୁଜୁ କରାଯାଇଛି ବୋଲି ପୋଲିସ କହିଛି । xyxy=(406,856,565,886)
event-item: ● ମହିଳା ସ୍ୱୟଂ ସହାୟକ ଗୋଷ୍ଠୀ ତାଲିମ, ସ୍ଥାନ : ବ୍ଲକ୍ କାର୍ଯ୍ୟାଳୟ, ସମୟ : ଅପରାହ୍ନ ୨ଟା । xyxy=(248,107,364,122)
sub-story-heading: 'ବରପୁତ୍ର' ଯୋଡ଼ିଏ ... xyxy=(242,863,320,873)
horoscope-sign-text: ଆଜି ବୈବାହିକ ଜୀବନ ସୁଖମୟ ରହିବ । ନୂଆ କାମ ଆରମ୍ଭ କରିବାକୁ ଦିନ ଅନୁକୂଳ । ଅର୍ଥ ବ୍ୟୟ ବଢ଼ିପାରେ । ସନ୍ତାନଙ୍କ ପ୍ରଗତିରେ ଆନନ୍ଦ ମିଳିବ । ଶୁଭରଙ୍ଗ- ନୀଳ, ଶୁଭ ସଂଖ୍ୟା- ୭ । xyxy=(794,472,934,503)
page-number: ୭ xyxy=(918,15,937,48)
horoscope-sign-name: କନ୍ୟା xyxy=(738,414,790,426)
event-item: ● ବିଶ୍ୱବିଦ୍ୟାଳୟ ପକ୍ଷରୁ ଆଲୋଚନା ଚକ୍ର, ସ୍ଥାନ : ଜ୍ୟୋତିବିହାର, ସମୟ : ପୂର୍ବାହ୍ନ ୧୧ଟା । xyxy=(611,241,726,257)
horoscope-sign-name: ମେଷ xyxy=(738,124,790,136)
event-item: ● ଜିଲ୍ଲା ଯୁବ ମହୋତ୍ସବ ଉଦ୍‌ଘାଟନ, ସ୍ଥାନ : ଷ୍ଟାଡିୟମ, ସମୟ : ସକାଳ ୧୦ଟା । xyxy=(248,216,364,231)
cartoon-illustration xyxy=(92,853,146,887)
event-item: ● ଓଡ଼ିଶା ବିଜ୍ଞାନ ଏକାଡେମୀ ପକ୍ଷରୁ ଜାତୀୟ ଗଣିତ ଦିବସ ପାଳନ, ସ୍ଥାନ : ବିଜ୍ଞାନ ଭବନ, ଆଚାର୍ଯ୍ୟ ବିହାର, ସମୟ : ସକାଳ ୧୦ଟା । xyxy=(8,82,116,105)
cartoon-svg xyxy=(92,853,146,887)
event-item: ● ଗ୍ରନ୍ଥାଗାର ପକ୍ଷରୁ ପାଠ ପ୍ରତିଯୋଗିତା, ସମୟ : ଅପରାହ୍ନ ୨ଟା । xyxy=(490,241,606,257)
bullet-item xyxy=(249,786,394,806)
main-story-headline: ଫେବୃଆରୀ ପହିଲାରୁ ଲାଗୁ ହେବ ନିୟମ: ପରିବହନ ମନ୍ତ୍ରୀ xyxy=(243,736,728,766)
event-item: ● ଜିଲ୍ଲା ପ୍ରଶାସନ ପକ୍ଷରୁ ଜନସଂପର୍କ ଶିବିର, ସ୍ଥାନ : ଛତ୍ରପୁର, ସମୟ : ସକାଳ ୧୦ଟା । xyxy=(490,171,606,186)
event-item: ● ବିଦ୍ୟାଳୟ ବାର୍ଷିକ ଉତ୍ସବ ଓ ପୁରସ୍କାର ବିତରଣ, ସ୍ଥାନ : ସରକାରୀ ବିଦ୍ୟାଳୟ, ସମୟ : ଅପରାହ୍ନ ୩ଟା । xyxy=(128,168,243,192)
horoscope-sign-text: ଆଜି କାର୍ଯ୍ୟ ସିଦ୍ଧି ହେବ । ଅଧିକାରୀଙ୍କ ସହଯୋଗ ମିଳିବ । ଆୟ ବୃଦ୍ଧି ହେବ । ଭୂମି ସମ୍ପତ୍ତି ସମ୍ବନ୍ଧୀୟ କାମ ପୂରଣ ହେବ । ଶୁଭରଙ୍ଗ- କଳା, ଶୁଭ ସଂଖ୍ୟା- ୪ । xyxy=(794,646,934,669)
horoscope-sign-row xyxy=(738,526,934,584)
bullet-square-icon xyxy=(249,811,256,818)
color-swatch xyxy=(164,1481,176,1493)
horoscope-sign-icon-wrap xyxy=(738,472,790,522)
event-item: ● ଗ୍ରାମ୍ୟ ଉନ୍ନୟନ ବିଭାଗ ବୈଠକ, ସ୍ଥାନ : ବ୍ଲକ୍ କାର୍ଯ୍ୟାଳୟ, ସମୟ : ଅପରାହ୍ନ ୩ଟା । xyxy=(248,235,364,251)
color-swatch xyxy=(192,1481,204,1493)
city-event-list xyxy=(370,120,485,154)
lower-right-spacer xyxy=(741,843,937,1307)
sub-story-heading: ପାଇଁଗା, ମା'ଙ୍କୁ .... xyxy=(406,843,475,853)
lead-left-dateline: ବରଗଡ଼,୨୪।୧୨(ନିଜସ୍ୱ ଖବର) xyxy=(83,751,155,757)
city-event-list xyxy=(490,171,605,205)
city-event-list xyxy=(611,242,726,276)
logo-top-text: ଧରିତ୍ରୀ xyxy=(34,12,56,19)
continued-stories-column xyxy=(236,843,735,1307)
city-heading: ସୁନ୍ଦରଗଡ଼ xyxy=(531,107,565,117)
horoscope-sign-name: ଧନୁ xyxy=(738,588,790,600)
horoscope-sign-row xyxy=(738,352,934,410)
horoscope-sign-row xyxy=(738,178,934,236)
horoscope-sign-name: ତୁଳା xyxy=(738,472,790,484)
lower-area xyxy=(8,843,937,1307)
city-event-list xyxy=(370,263,485,278)
event-item: ● କୃଷି ବିଜ୍ଞାନ କେନ୍ଦ୍ର ପକ୍ଷରୁ ଚାଷୀ ମେଳା, ସମୟ : ସକାଳ ୧୦ଟା । xyxy=(611,190,726,206)
zodiac-2-icon: ♉ xyxy=(743,196,785,232)
sub-story-list xyxy=(243,843,728,914)
event-item: ● ରକ୍ତଦାନ ଶିବିର, ସ୍ଥାନ : ଜିଲ୍ଲା ମୁଖ୍ୟ ଚିକିତ୍ସାଳୟ, ସମୟ : ସକାଳ ୯ଟା । xyxy=(369,120,485,135)
event-item: ● ଆଦିବାସୀ ସଂସ୍କୃତି ମହୋତ୍ସବ, ସ୍ଥାନ : ବାରିପଦା, ସମୟ : ଅପରାହ୍ନ ୪ଟା । xyxy=(369,262,485,278)
horoscope-sign-name: ବିଛା xyxy=(738,530,790,542)
